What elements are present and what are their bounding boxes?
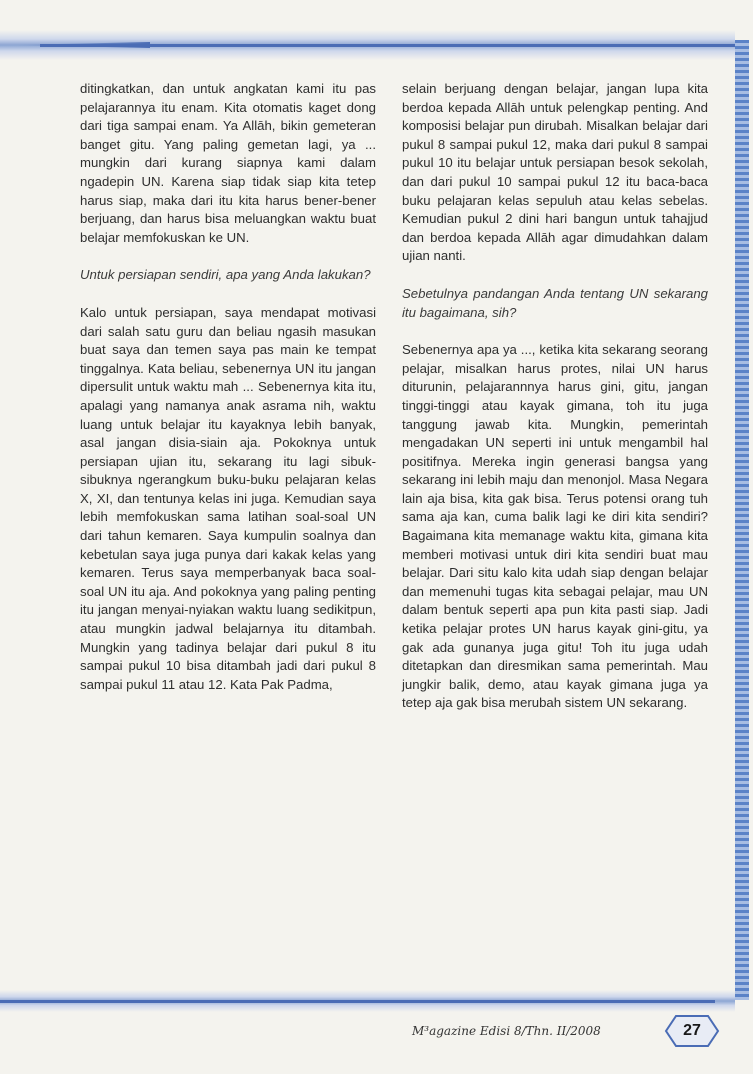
page-number-badge: [664, 1014, 720, 1048]
page-number: 27: [683, 1022, 701, 1039]
header-rule: [40, 44, 735, 47]
paragraph-answer: selain berjuang dengan belajar, jangan lupa kita berdoa kepada Allāh untuk pelengkap penting. And komposisi belajar pun dirubah. Misalkan belajar dari pukul 8 sampai pukul 12, maka dari pukul 8 sampai pukul 10 itu belajar untuk persiapan besok sekolah, dan dari pukul 10 sampai pukul 12 itu baca-baca buku pelajaran kelas sepuluh atau kelas sebelas. Kemudian pukul 2 dini hari bangun untuk tahajjud dan berdoa kepada Allāh agar dimudahkan dalam ujian nanti.: [402, 81, 708, 264]
interview-question: Sebetulnya pandangan Anda tentang UN sekarang itu bagaimana, sih?: [402, 285, 708, 320]
header-decoration-band: [0, 30, 735, 60]
footer-decoration-band: [0, 990, 735, 1012]
right-text-column: [402, 80, 708, 732]
paragraph-answer: Kalo untuk persiapan, saya mendapat motivasi dari salah satu guru dan beliau ngasih masukan buat saya dan temen saya pas main ke tempat tinggalnya. Kata beliau, sebenernya UN itu jangan dipersulit untuk waktu mah ... Sebenernya kita itu, apalagi yang namanya anak asrama nih, waktu luang untuk belajar itu kayaknya lebih banyak, asal jangan disia-siain aja. Pokoknya untuk persiapan ujian itu, sekarang itu lagi sibuk-sibuknya ngerangkum buku-buku pelajaran kelas X, XI, dan tentunya kelas ini juga. Kemudian saya lebih memfokuskan sama latihan soal-soal UN dari tahun kemaren. Saya kumpulin soalnya dan kebetulan saya juga punya dari kakak kelas yang kemaren. Terus saya memperbanyak baca soal-soal UN itu aja. And pokoknya yang paling penting itu jangan menyai-nyiakan waktu luang sedikitpun, atau mungkin jadwal belajarnya itu ditambah. Mungkin yang tadinya belajar dari pukul 8 itu sampai pukul 10 bisa ditambah jadi dari pukul 8 sampai pukul 11 atau 12. Kata Pak Padma,: [80, 304, 376, 692]
paragraph-answer: ditingkatkan, dan untuk angkatan kami itu pas pelajarannya itu enam. Kita otomatis kaget dong dari tiga sampai enam. Ya Allāh, bikin gemeteran banget gitu. Yang paling gemetan lagi, ya ... mungkin dari kurang siapnya kami dalam ngadepin UN. Karena siap tidak siap kita tetep harus siap, maka dari itu kita harus bener-bener berjuang, dan harus bisa meluangkan waktu buat belajar memfokuskan ke UN.: [80, 81, 376, 245]
magazine-issue-label: M³agazine Edisi 8/Thn. II/2008: [412, 1024, 601, 1038]
left-text-column: [80, 80, 376, 713]
footer-rule: [0, 1000, 715, 1003]
interview-question: Untuk persiapan sendiri, apa yang Anda lakukan?: [80, 267, 371, 283]
paragraph-answer: Sebenernya apa ya ..., ketika kita sekarang seorang pelajar, misalkan harus protes, nilai UN harus diturunin, pelajarannnya harus gini, gitu, jangan tinggi-tinggi atau kayak gimana, toh itu juga tanggung jawab kita. Mungkin, pemerintah mengadakan UN seperti ini untuk mengambil hal positifnya. Mereka ingin generasi bangsa yang sekarang ini lebih maju dan menonjol. Masa Negara lain aja bisa, kita gak bisa. Terus potensi orang tuh sama aja kan, cuma balik lagi ke diri kita sendiri? Bagaimana kita memanage waktu kita, gimana kita memberi motivasi untuk diri kita sendiri buat mau belajar. Dari situ kalo kita udah siap dengan belajar dan memenuhi tugas kita sebagai pelajar, mau UN dalam bentuk seperti apa pun kita pasti siap. Jadi ketika pelajar protes UN harus kayak gini-gitu, ya gak ada gunanya juga gitu! Toh itu juga udah ditetapkan dan diresmikan sama pemerintah. Mau jungkir balik, demo, atau kayak gimana juga ya tetep aja gak bisa merubah sistem UN sekarang.: [402, 342, 708, 711]
right-edge-decoration: [735, 40, 749, 1000]
footer: [412, 1016, 601, 1046]
